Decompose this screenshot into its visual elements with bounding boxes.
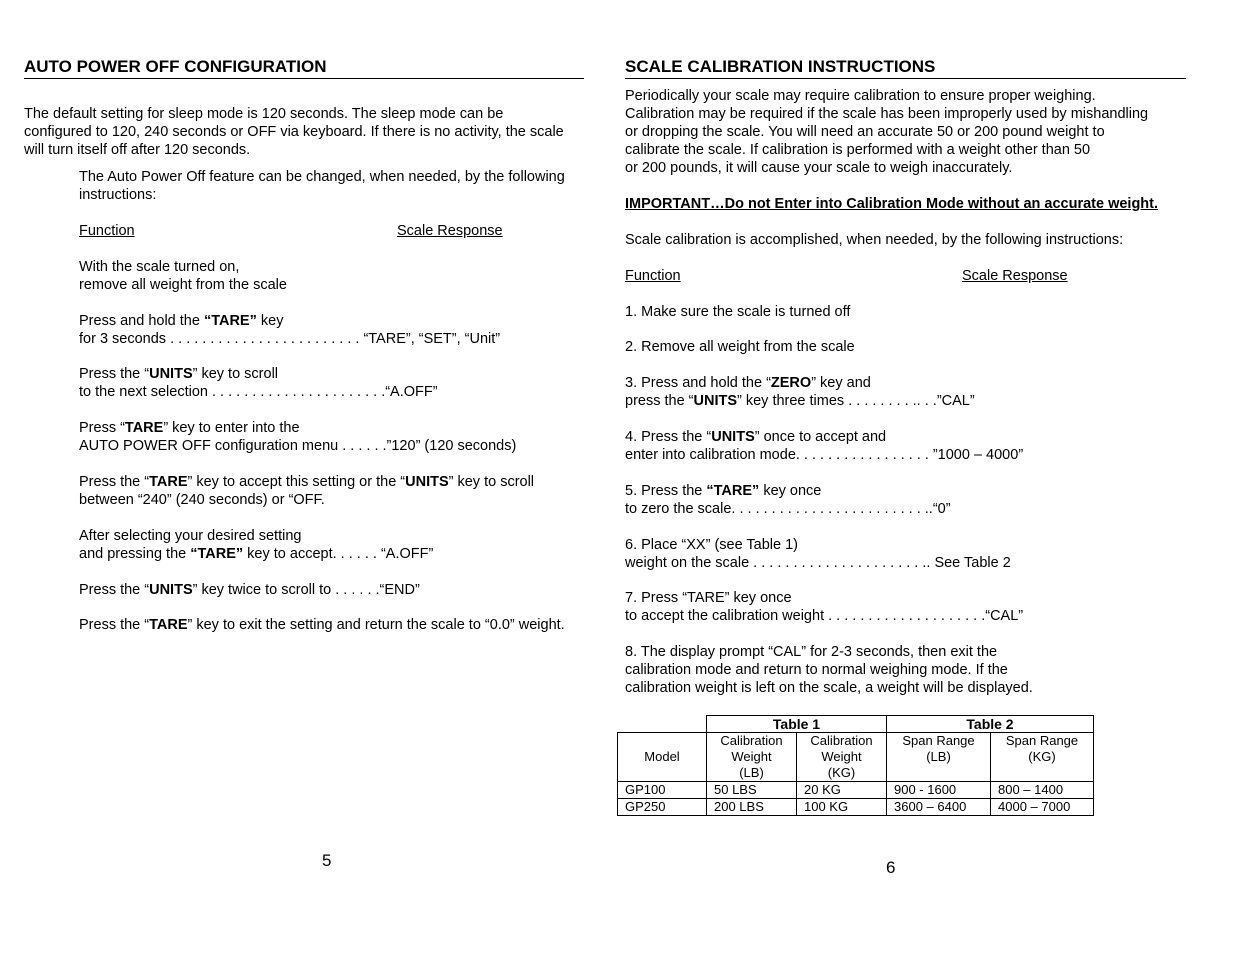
scale-response-header: Scale Response [397, 223, 503, 239]
apo-step-3: Press the “UNITS” key to scroll to the next selection . . . . . . . . . . . . . . . . . . . . . .“A.OFF” [79, 366, 438, 400]
cal-step-6: 6. Place “XX” (see Table 1) weight on the scale . . . . . . . . . . . . . . . . . . . . . .. See Table 2 [625, 537, 1011, 571]
cal-step-7: 7. Press “TARE” key once to accept the calibration weight . . . . . . . . . . . . . . . . . . . .“CAL” [625, 590, 1024, 624]
cal-step-3: 3. Press and hold the “ZERO” key and press the “UNITS” key three times . . . . . . . . .. . .”CAL” [625, 375, 975, 409]
auto-power-off-lead: The Auto Power Off feature can be changed, when needed, by the following instructions: [79, 169, 565, 203]
important-warning: IMPORTANT…Do not Enter into Calibration Mode without an accurate weight. [625, 196, 1159, 212]
table-row: GP250 200 LBS 100 KG 3600 – 6400 4000 – 7000 [618, 799, 1094, 816]
cal-step-5: 5. Press the “TARE” key once to zero the scale. . . . . . . . . . . . . . . . . . . . . . . . ..“0” [625, 483, 951, 517]
auto-power-off-intro: The default setting for sleep mode is 120 seconds. The sleep mode can be configured to 120, 240 seconds or OFF via keyboard. If there is no activity, the scale will turn itself off after 120 seconds. [24, 106, 564, 158]
calibration-intro: Periodically your scale may require calibration to ensure proper weighing. Calibration may be required if the scale has been improperly used by mishandling or dropping the scale. You will need an accurate 50 or 200 pound weight to calibrate the scale. If calibration is performed with a weight other than 50 or 200 pounds, it will cause your scale to weigh inaccurately. [625, 88, 1149, 176]
apo-step-4: Press “TARE” key to enter into the AUTO POWER OFF configuration menu . . . . . .”120” (120 seconds) [79, 420, 517, 454]
cal-step-4: 4. Press the “UNITS” once to accept and enter into calibration mode. . . . . . . . . . . . . . . . . ”1000 – 4000” [625, 429, 1024, 463]
apo-step-8: Press the “TARE” key to exit the setting and return the scale to “0.0” weight. [79, 617, 565, 633]
page-number-left: 5 [322, 851, 332, 870]
cal-function-header: Function [625, 268, 681, 284]
cal-step-2: 2. Remove all weight from the scale [625, 339, 855, 355]
span-range-kg-header: Span Range (KG) [991, 733, 1094, 782]
calibration-title: SCALE CALIBRATION INSTRUCTIONS [625, 57, 1186, 79]
page-number-right: 6 [886, 858, 896, 877]
calibration-lead: Scale calibration is accomplished, when needed, by the following instructions: [625, 232, 1124, 248]
cal-step-1: 1. Make sure the scale is turned off [625, 304, 851, 320]
model-header: Model [618, 733, 707, 782]
auto-power-off-title: AUTO POWER OFF CONFIGURATION [24, 57, 584, 79]
apo-step-7: Press the “UNITS” key twice to scroll to . . . . . .“END” [79, 582, 420, 598]
apo-step-5: Press the “TARE” key to accept this setting or the “UNITS” key to scroll between “240” (240 seconds) or “OFF. [79, 474, 535, 508]
calibration-table [617, 715, 1094, 816]
apo-step-2: Press and hold the “TARE” key for 3 seconds . . . . . . . . . . . . . . . . . . . . . . . . “TARE”, “SET”, “Unit” [79, 313, 501, 347]
table-1-header: Table 1 [707, 716, 887, 733]
span-range-lb-header: Span Range (LB) [887, 733, 991, 782]
cal-scale-response-header: Scale Response [962, 268, 1068, 284]
table-row: GP100 50 LBS 20 KG 900 - 1600 800 – 1400 [618, 782, 1094, 799]
table-2-header: Table 2 [887, 716, 1094, 733]
cal-weight-kg-header: Calibration Weight (KG) [797, 733, 887, 782]
cal-step-8: 8. The display prompt “CAL” for 2-3 seconds, then exit the calibration mode and return to normal weighing mode. If the calibration weight is left on the scale, a weight will be displayed. [625, 644, 1033, 696]
cal-weight-lb-header: Calibration Weight (LB) [707, 733, 797, 782]
apo-step-1: With the scale turned on, remove all weight from the scale [79, 259, 287, 293]
apo-step-6: After selecting your desired setting and pressing the “TARE” key to accept. . . . . . “A.OFF” [79, 528, 434, 562]
function-header: Function [79, 223, 135, 239]
